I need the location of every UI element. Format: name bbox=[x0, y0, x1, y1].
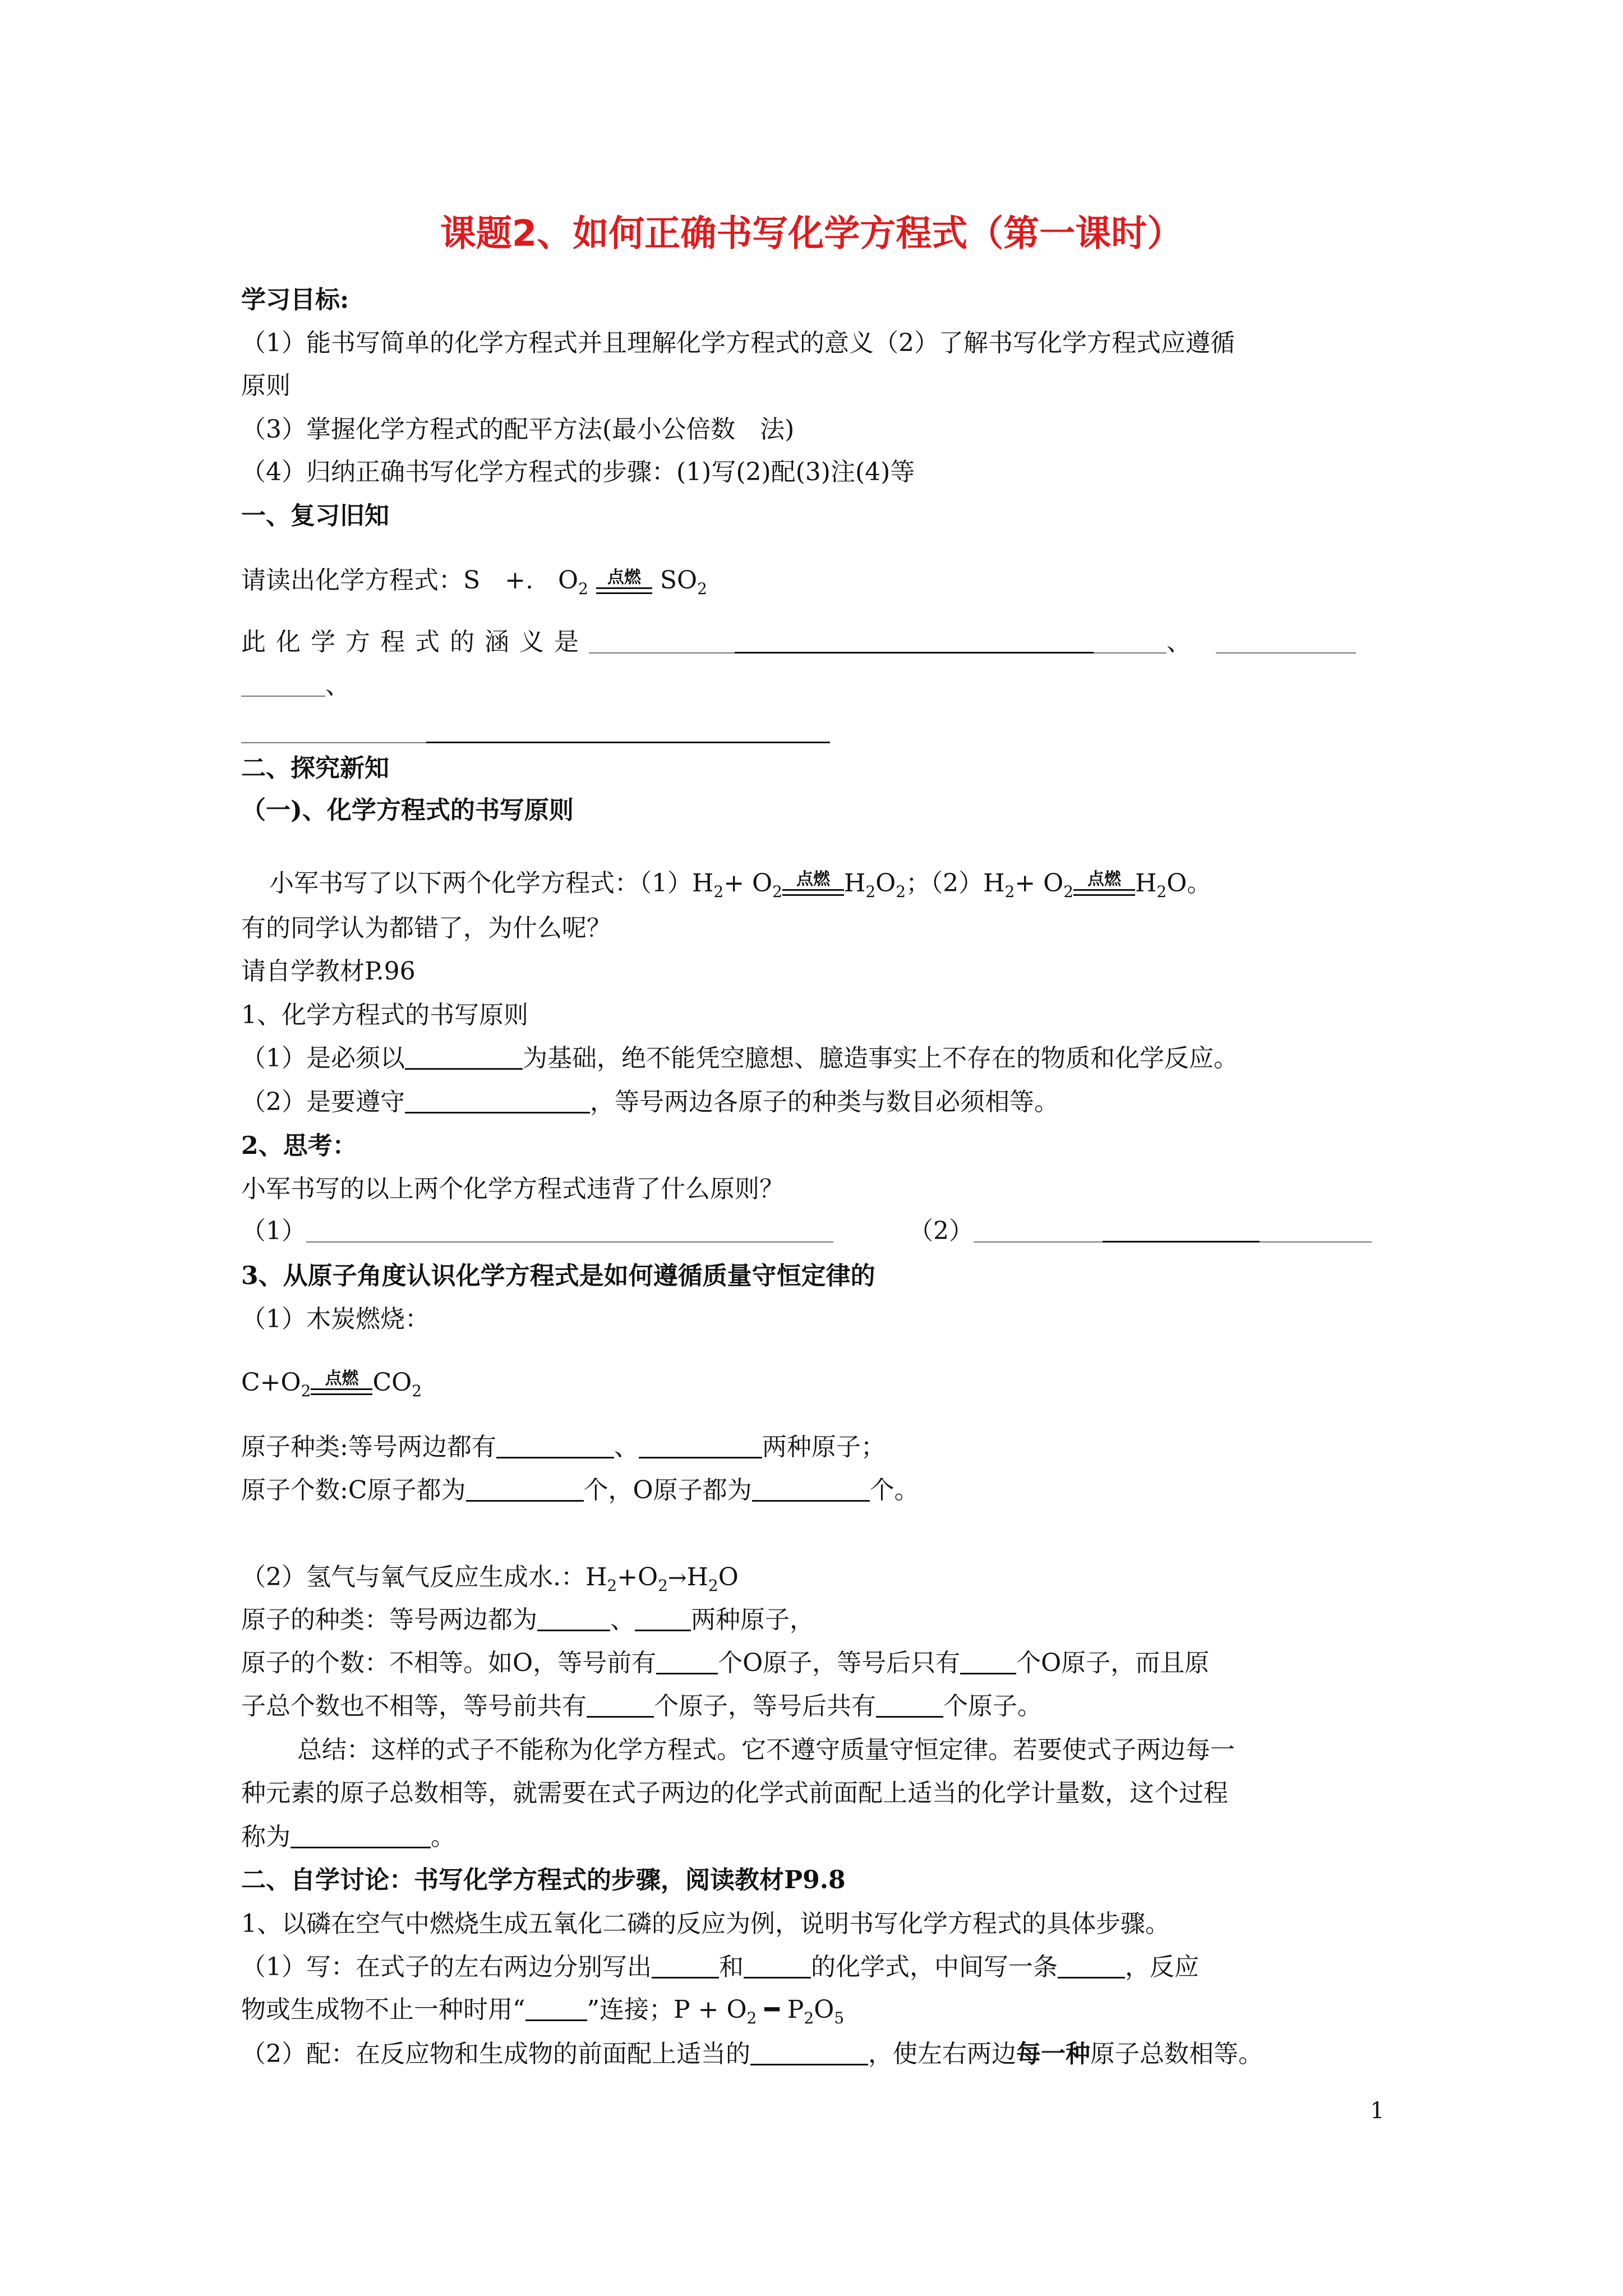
page-title: 课题2、如何正确书写化学方程式（第一课时） bbox=[440, 213, 1183, 255]
principle-1: （1）是必须以 为基础，绝不能凭空臆想、臆造事实上不存在的物质和化学反应。 bbox=[241, 1044, 1238, 1073]
think-question: 小军书写的以上两个化学方程式违背了什么原则？ bbox=[241, 1175, 784, 1203]
principle-heading: 1、化学方程式的书写原则 bbox=[241, 1001, 528, 1029]
goal-1: （1）能书写简单的化学方程式并且理解化学方程式的意义（2）了解书写化学方程式应遵循 bbox=[241, 329, 1235, 357]
atom-heading: 3、从原子角度认识化学方程式是如何遵循质量守恒定律的 bbox=[241, 1262, 875, 1290]
meaning-line: 此化学方程式的涵义是 、 bbox=[241, 625, 1356, 659]
goal-1-cont: 原则 bbox=[241, 371, 291, 400]
xiaojun-equations: 小军书写了以下两个化学方程式：$(1)H_2+ O_2$ 点燃 $H_2O_2$；$(2)H_2+ O_2$ 点燃 $H_2O$。 bbox=[269, 869, 1212, 901]
atom-types: 原子种类:等号两边都有 、 两种原子； bbox=[241, 1433, 886, 1461]
summary-1: 总结：这样的式子不能称为化学方程式。它不遵守质量守恒定律。若要使式子两边每一 bbox=[297, 1736, 1235, 1764]
meaning-line-2: 、 bbox=[241, 669, 350, 702]
page-number: 1 bbox=[1370, 2098, 1385, 2124]
balance-step: （2）配：在反应物和生成物的前面配上适当的 ，使左右两边每一种原子总数相等。 bbox=[241, 2040, 1263, 2068]
goal-3: （3）掌握化学方程式的配平方法(最小公倍数 法) bbox=[241, 415, 795, 444]
review-heading: 一、复习旧知 bbox=[241, 501, 389, 530]
think-heading: 2、思考： bbox=[241, 1131, 357, 1160]
charcoal-heading: （1）木炭燃烧： bbox=[241, 1305, 430, 1333]
meaning-line-3 bbox=[241, 715, 830, 749]
h2o-equation: （2）氢气与氧气反应生成水.：$H_2+O_2\to H_2O$ bbox=[241, 1563, 739, 1595]
self-study: 请自学教材P.96 bbox=[241, 957, 416, 986]
explore-sub1: （一)、化学方程式的书写原则 bbox=[241, 796, 574, 825]
h2o-types: 原子的种类：等号两边都为 、 两种原子， bbox=[241, 1605, 814, 1634]
atom-count: 原子个数:C原子都为 个，O原子都为 个。 bbox=[241, 1476, 919, 1504]
h2o-total: 子总个数也不相等，等号前共有 个原子，等号后共有 个原子。 bbox=[241, 1692, 1042, 1720]
goal-4: （4）归纳正确书写化学方程式的步骤：(1)写(2)配(3)注(4)等 bbox=[241, 458, 915, 486]
goals-heading: 学习目标: bbox=[241, 286, 349, 314]
write-step-2: 物或生成物不止一种时用“ ”连接；$P + O_2$ ━ $P_2O_5$ bbox=[241, 1995, 845, 2027]
principle-2: （2）是要遵守 ，等号两边各原子的种类与数目必须相等。 bbox=[241, 1088, 1059, 1116]
think-answers: （1） （2） bbox=[241, 1214, 1372, 1248]
discuss-1: 1、以磷在空气中燃烧生成五氧化二磷的反应为例，说明书写化学方程式的具体步骤。 bbox=[241, 1910, 1170, 1938]
summary-2: 种元素的原子总数相等，就需要在式子两边的化学式前面配上适当的化学计量数，这个过程 bbox=[241, 1779, 1228, 1807]
charcoal-equation: $C+O_2$ 点燃 $CO_2$ bbox=[241, 1368, 422, 1400]
discuss-heading: 二、自学讨论：书写化学方程式的步骤，阅读教材P9.8 bbox=[241, 1866, 846, 1894]
explore-heading: 二、探究新知 bbox=[241, 754, 389, 783]
summary-3: 称为 。 bbox=[241, 1823, 455, 1851]
review-equation: 请读出化学方程式：S +. $O_2$ 点燃 $SO_2$ bbox=[241, 566, 707, 598]
h2o-count: 原子的个数：不相等。如O，等号前有 个O原子，等号后只有 个O原子，而且原 bbox=[241, 1649, 1210, 1677]
write-step: （1）写：在式子的左右两边分别写出 和 的化学式，中间写一条 ，反应 bbox=[241, 1953, 1199, 1981]
why-line: 有的同学认为都错了，为什么呢？ bbox=[241, 914, 611, 942]
